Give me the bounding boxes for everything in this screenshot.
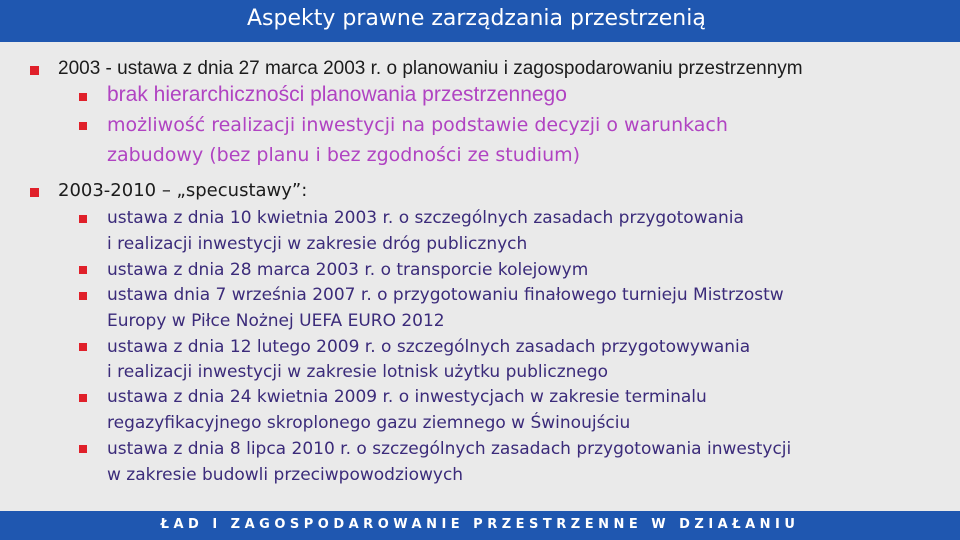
section2-sub-6-line1: ustawa z dnia 8 lipca 2010 r. o szczególnych zasadach przygotowania inwestycji bbox=[107, 439, 792, 459]
section2-sub-5-line2: regazyfikacyjnego skroplonego gazu ziemnego w Świnoujściu bbox=[107, 413, 631, 433]
section2-sub-4-line1: ustawa z dnia 12 lutego 2009 r. o szczególnych zasadach przygotowywania bbox=[107, 337, 751, 357]
section2-main: 2003-2010 – „specustawy”: bbox=[58, 180, 308, 201]
section1-sub-2-line1: możliwość realizacji inwestycji na podstawie decyzji o warunkach bbox=[107, 114, 728, 136]
section2-sub-2: ustawa z dnia 28 marca 2003 r. o transporcie kolejowym bbox=[107, 260, 589, 280]
section1-sub-2-line2: zabudowy (bez planu i bez zgodności ze studium) bbox=[107, 144, 581, 166]
footer-text: ŁAD I ZAGOSPODAROWANIE PRZESTRZENNE W DZIAŁANIU bbox=[160, 517, 800, 532]
bullet-icon bbox=[79, 292, 87, 300]
bullet-icon bbox=[30, 188, 39, 197]
bullet-icon bbox=[79, 266, 87, 274]
bullet-icon bbox=[79, 445, 87, 453]
section2-sub-3-line1: ustawa dnia 7 września 2007 r. o przygotowaniu finałowego turnieju Mistrzostw bbox=[107, 285, 784, 305]
section2-sub-5-line1: ustawa z dnia 24 kwietnia 2009 r. o inwestycjach w zakresie terminalu bbox=[107, 387, 707, 407]
bullet-icon bbox=[79, 394, 87, 402]
bullet-icon bbox=[79, 122, 87, 130]
slide-footer bbox=[0, 511, 960, 540]
bullet-icon bbox=[30, 66, 39, 75]
section2-sub-6-line2: w zakresie budowli przeciwpowodziowych bbox=[107, 465, 464, 485]
bullet-icon bbox=[79, 215, 87, 223]
section1-sub-1: brak hierarchiczności planowania przestrzennego bbox=[107, 83, 567, 106]
section2-sub-1-line1: ustawa z dnia 10 kwietnia 2003 r. o szczególnych zasadach przygotowania bbox=[107, 208, 744, 228]
section2-sub-4-line2: i realizacji inwestycji w zakresie lotnisk użytku publicznego bbox=[107, 362, 609, 382]
bullet-icon bbox=[79, 343, 87, 351]
bullet-icon bbox=[79, 93, 87, 101]
section2-sub-1-line2: i realizacji inwestycji w zakresie dróg publicznych bbox=[107, 234, 528, 254]
section1-main: 2003 - ustawa z dnia 27 marca 2003 r. o planowaniu i zagospodarowaniu przestrzennym bbox=[58, 58, 803, 79]
section2-sub-3-line2: Europy w Piłce Nożnej UEFA EURO 2012 bbox=[107, 311, 445, 331]
slide-title: Aspekty prawne zarządzania przestrzenią bbox=[247, 6, 706, 31]
